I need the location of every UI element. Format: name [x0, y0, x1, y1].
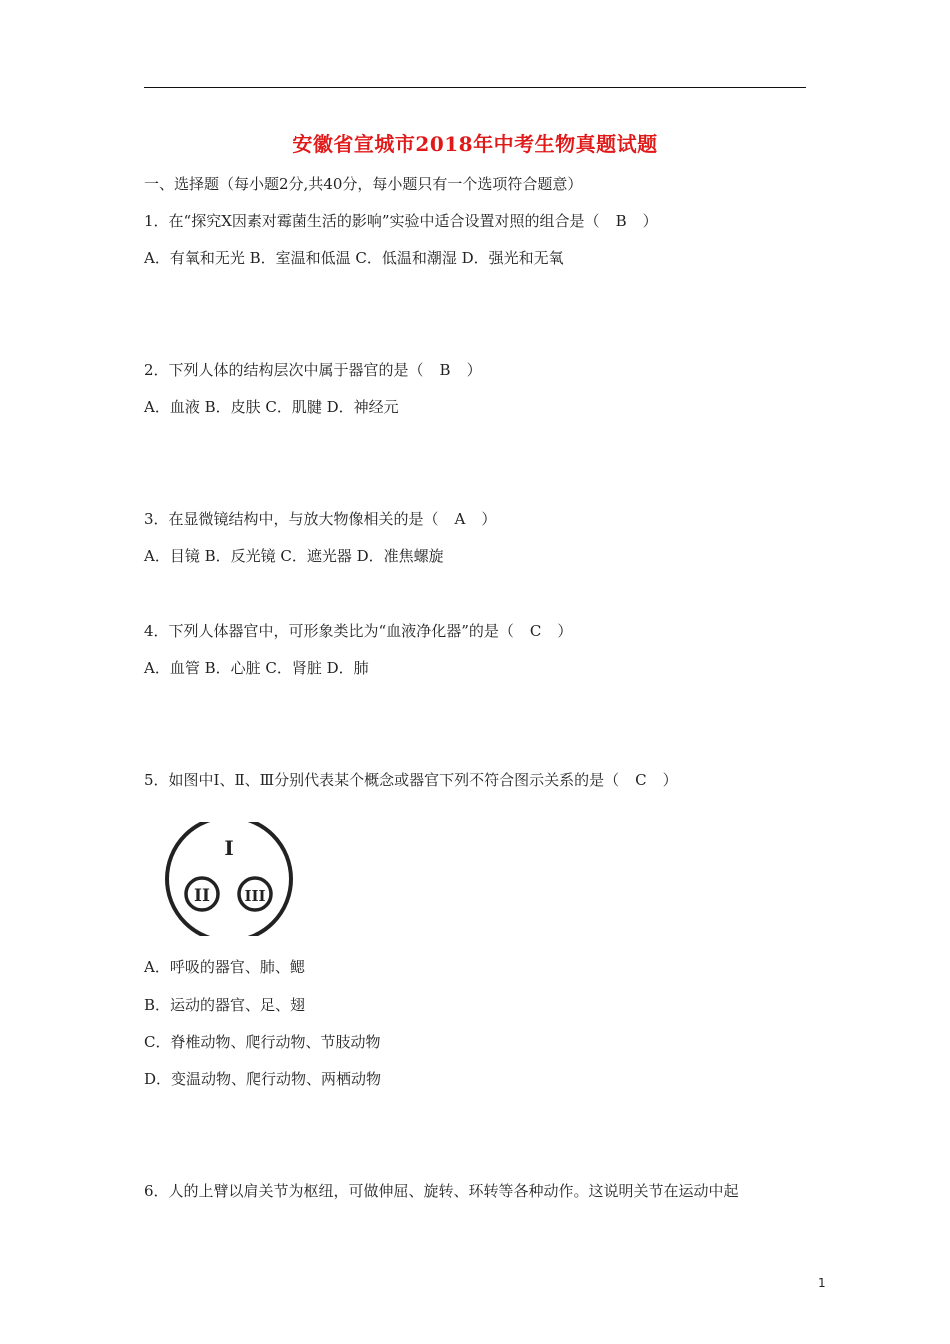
answer-letter: A [454, 510, 466, 528]
paren-close: ） [642, 212, 658, 230]
question-2-options: A．血液 B．皮肤 C．肌腱 D．神经元 [144, 398, 399, 416]
question-5-option-c: C．脊椎动物、爬行动物、节肢动物 [144, 1033, 381, 1051]
question-4-options: A．血管 B．心脏 C．肾脏 D．肺 [144, 659, 369, 677]
question-6-stem: 6．人的上臂以肩关节为枢纽，可做伸屈、旋转、环转等各种动作。这说明关节在运动中起 [144, 1182, 739, 1200]
question-1-stem [144, 211, 658, 231]
header-rule [144, 87, 806, 88]
question-5-stem [144, 770, 678, 790]
answer-letter: C [635, 771, 647, 789]
question-2-stem [144, 360, 482, 380]
question-3-options: A．目镜 B．反光镜 C．遮光器 D．准焦螺旋 [144, 547, 444, 565]
label-i: I [224, 836, 234, 860]
question-5-option-a: A．呼吸的器官、肺、鳃 [144, 958, 305, 976]
question-stem-text: 3．在显微镜结构中，与放大物像相关的是（ [144, 510, 439, 528]
question-4-stem [144, 621, 572, 641]
answer-letter: B [439, 361, 451, 379]
question-stem-text: 2．下列人体的结构层次中属于器官的是（ [144, 361, 424, 379]
paren-close: ） [481, 510, 497, 528]
concept-circle-diagram [162, 822, 296, 936]
question-stem-text: 1．在“探究X因素对霉菌生活的影响”实验中适合设置对照的组合是（ [144, 212, 600, 230]
label-iii: III [244, 887, 266, 905]
paren-close: ） [557, 622, 573, 640]
answer-letter: B [615, 212, 627, 230]
question-stem-text: 4．下列人体器官中，可形象类比为“血液净化器”的是（ [144, 622, 514, 640]
question-3-stem [144, 509, 496, 529]
paren-close: ） [662, 771, 678, 789]
label-ii: II [194, 886, 210, 906]
paren-close: ） [466, 361, 482, 379]
question-5-option-d: D．变温动物、爬行动物、两栖动物 [144, 1070, 382, 1088]
question-1-options: A．有氧和无光 B．室温和低温 C．低温和潮湿 D．强光和无氧 [144, 249, 564, 267]
page-title: 安徽省宣城市2018年中考生物真题试题 [292, 132, 658, 156]
page-number: 1 [818, 1276, 826, 1290]
question-5-option-b: B．运动的器官、足、翅 [144, 996, 306, 1014]
section-heading: 一、选择题（每小题2分,共40分，每小题只有一个选项符合题意） [144, 175, 583, 193]
answer-letter: C [529, 622, 542, 640]
question-stem-text: 5．如图中Ⅰ、Ⅱ、Ⅲ分别代表某个概念或器官下列不符合图示关系的是（ [144, 771, 620, 789]
